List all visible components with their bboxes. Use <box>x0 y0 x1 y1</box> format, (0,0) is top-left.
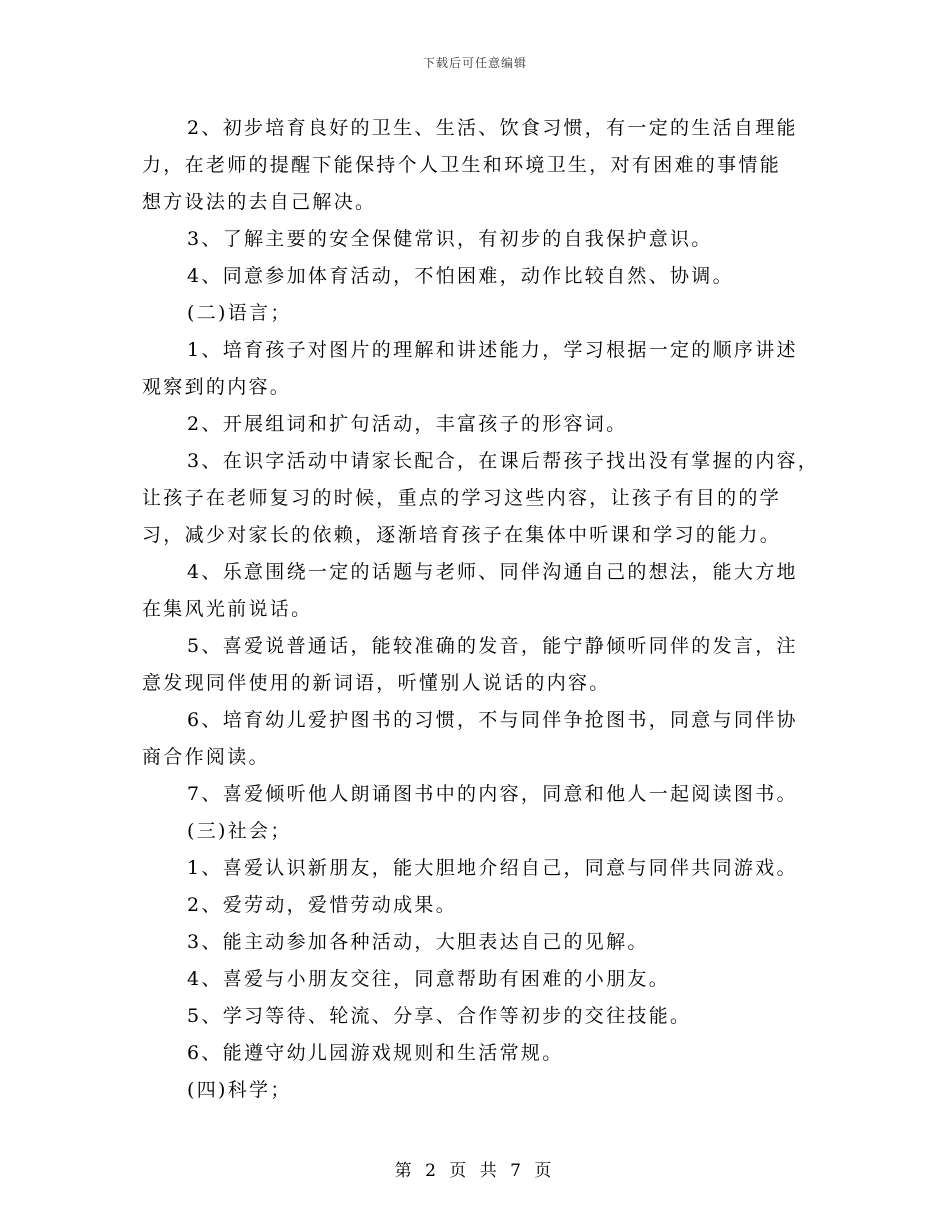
body-line: 6、能遵守幼儿园游戏规则和生活常规。 <box>187 1042 564 1064</box>
body-line: 2、初步培育良好的卫生、生活、饮食习惯，有一定的生活自理能 <box>187 117 798 139</box>
body-line: 习，减少对家长的依赖，逐渐培育孩子在集体中听课和学习的能力。 <box>142 524 782 546</box>
body-line: 5、喜爱说普通话，能较准确的发音，能宁静倾听同伴的发言，注 <box>187 635 798 657</box>
body-line: 5、学习等待、轮流、分享、合作等初步的交往技能。 <box>187 1005 692 1027</box>
document-body <box>142 110 820 1109</box>
section-heading-science: (四)科学； <box>187 1079 292 1101</box>
body-line: 想方设法的去自己解决。 <box>142 191 377 213</box>
body-line: 让孩子在老师复习的时候，重点的学习这些内容，让孩子有目的的学 <box>142 487 782 509</box>
body-line: 商合作阅读。 <box>142 746 270 768</box>
body-line: 7、喜爱倾听他人朗诵图书中的内容，同意和他人一起阅读图书。 <box>187 783 798 805</box>
body-line: 4、同意参加体育活动，不怕困难，动作比较自然、协调。 <box>187 265 734 287</box>
body-line: 4、乐意围绕一定的话题与老师、同伴沟通自己的想法，能大方地 <box>187 561 798 583</box>
body-line: 意发现同伴使用的新词语，听懂别人说话的内容。 <box>142 672 611 694</box>
page-header-note: 下载后可任意编辑 <box>422 56 527 70</box>
body-line: 在集风光前说话。 <box>142 598 313 620</box>
body-line: 6、培育幼儿爱护图书的习惯，不与同伴争抢图书，同意与同伴协 <box>187 709 798 731</box>
body-line: 1、培育孩子对图片的理解和讲述能力，学习根据一定的顺序讲述 <box>187 339 798 361</box>
body-line: 3、能主动参加各种活动，大胆表达自己的见解。 <box>187 931 649 953</box>
body-line: 力，在老师的提醒下能保持个人卫生和环境卫生，对有困难的事情能 <box>142 154 782 176</box>
section-heading-language: (二)语言； <box>187 302 292 324</box>
body-line: 观察到的内容。 <box>142 376 292 398</box>
body-line: 2、爱劳动，爱惜劳动成果。 <box>187 894 457 916</box>
body-line: 1、喜爱认识新朋友，能大胆地介绍自己，同意与同伴共同游戏。 <box>187 857 798 879</box>
section-heading-society: (三)社会； <box>187 820 292 842</box>
body-line: 2、开展组词和扩句活动，丰富孩子的形容词。 <box>187 413 628 435</box>
body-line: 3、在识字活动中请家长配合，在课后帮孩子找出没有掌握的内容， <box>187 450 820 472</box>
body-line: 4、喜爱与小朋友交往，同意帮助有困难的小朋友。 <box>187 968 670 990</box>
page-number-footer: 第 2 页 共 7 页 <box>394 1161 556 1181</box>
body-line: 3、了解主要的安全保健常识，有初步的自我保护意识。 <box>187 228 713 250</box>
